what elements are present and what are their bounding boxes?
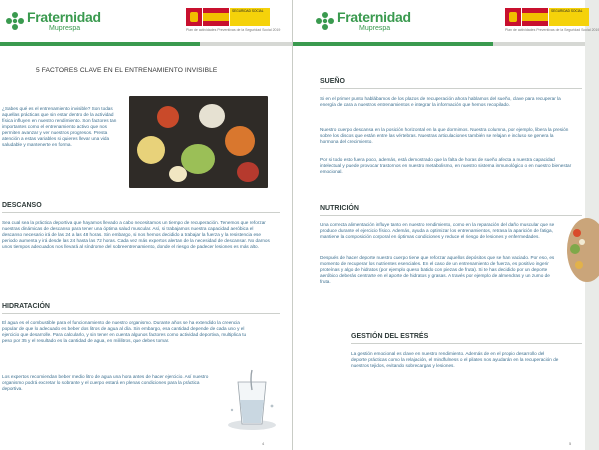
flag-icon (522, 8, 548, 26)
estres-text: La gestión emocional es clave en nuestro rendimiento. Además de en el propio desarrollo del deporte prácticas como la relajación, el mindfulness o el pilates nos ayudarán en la recuperación de nuestros tejidos, evitando sobrecargas y lesiones. (351, 351, 559, 368)
brand-name: Fraternidad (27, 9, 101, 25)
nutricion-heading: NUTRICIÓN (320, 205, 359, 212)
header-band-green (0, 42, 200, 46)
brand-mark-icon (5, 11, 25, 31)
water-glass-image (224, 370, 279, 432)
brand-logo (315, 9, 410, 35)
gov-logo (505, 8, 589, 26)
sueno-heading: SUEÑO (320, 78, 345, 85)
brand-sub: Muprespa (49, 25, 81, 32)
sueno-text-3: Por si todo esto fuera poco, además, está demostrado que la falta de horas de sueño afecta a nuestra capacidad intelectual y puede provocar trastornos en nuestro metabolismo, en nuestro sistema inmunológico o en nuestro bienestar emocional. (320, 157, 572, 174)
descanso-heading: DESCANSO (2, 202, 42, 209)
hidratacion-text-1: El agua es el combustible para el funcionamiento de nuestro organismo. Durante años se ha extendido la creencia popular de que lo adecuado es beber dos litros de agua al día. Sin embargo, esa cantidad depende de cada uno y el ejercicio que desarrolle. Para calcularlo, y sin tener en cuenta algunos factores como actividad deportiva, multiplica tu peso por 35 y el resultado es la cantidad de agua, en mililitros, que debes tomar. (2, 320, 247, 343)
brand-name: Fraternidad (337, 9, 411, 25)
divider (2, 313, 280, 314)
page-number: 4 (262, 441, 265, 446)
page-left (0, 0, 292, 450)
gov-box-text: SEGURIDAD SOCIAL (551, 9, 583, 13)
crest-icon (505, 8, 521, 26)
crest-icon (186, 8, 202, 26)
hidratacion-text-2: Los expertos recomiendan beber medio litro de agua una hora antes de hacer ejercicio. Así nuestro organismo podrá excretar lo sobrante y el cuerpo estará en plenas condiciones para la práctica deportiva. (2, 374, 209, 391)
sueno-text-2: Nuestro cuerpo descansa en la posición horizontal en la que dormimos. Nuestra columna, por ejemplo, libera la presión sobre los discos que están entre las vértebras. Nuestras articulaciones también se relajan e incluso se genera la hormona del crecimiento. (320, 127, 569, 144)
gov-logo (186, 8, 270, 26)
descanso-text: Sea cual sea la práctica deportiva que hayamos llevado a cabo necesitamos un tiempo de recuperación. Tenemos que reforzar nuestras dinámicas de descanso para tener una óptima salud muscular. Así, si trabajamos nuestra capacidad aeróbica el descanso necesario irá de las 24 a las 48 horas. Sin embargo, si nos hemos decidido a trabajar la fuerza y la resistencia ese periodo aumenta y irá desde las 24 hasta las 72 horas. Cada vez más expertos alertan de la necesidad de descansar. No darnos unos tiempos adecuados nos llevará al síndrome del sobreentrenamiento, donde el riesgo de padecer lesiones es más alto. (2, 220, 270, 249)
divider (320, 88, 582, 89)
page-number: 5 (569, 441, 572, 446)
page-title: 5 FACTORES CLAVE EN EL ENTRENAMIENTO INVISIBLE (36, 67, 218, 74)
food-photo (129, 96, 268, 188)
brand-sub: Muprespa (359, 25, 391, 32)
gov-box (230, 8, 270, 26)
page-right (293, 0, 599, 450)
header-caption: Plan de actividades Preventivas de la Seguridad Social 2019 (505, 28, 599, 32)
divider (351, 343, 582, 344)
page-header (293, 0, 599, 40)
sueno-text-1: Si en el primer punto hablábamos de los plazos de recuperación ahora hablamos del sueño, clave para recuperar la energía de cara a nuestros entrenamientos e integrar la información que hemos recopilado. (320, 96, 561, 107)
header-band-green (293, 42, 493, 46)
intro-text: ¿Sabes qué es el entrenamiento invisible? Son todas aquellas prácticas que sin estar dentro de la actividad física influyen en nuestro rendimiento. Son factores tan importantes como el entrenamiento activo que nos permiten avanzar y ver nuestros progresos. Presta atención a estas variables si quieres llevar una vida saludable y mantenerte en forma. (2, 106, 117, 147)
gov-box (549, 8, 589, 26)
brand-mark-icon (315, 11, 335, 31)
estres-heading: GESTIÓN DEL ESTRÉS (351, 333, 429, 340)
gov-box-text: SEGURIDAD SOCIAL (232, 9, 264, 13)
header-caption: Plan de actividades Preventivas de la Seguridad Social 2019 (186, 28, 281, 32)
page-header (0, 0, 292, 40)
brand-logo (5, 9, 100, 35)
nutricion-text-2: Después de hacer deporte nuestro cuerpo tiene que reforzar aquellos depósitos que se han vaciado. Por eso, es momento de recuperar los nutrientes esenciales. En el caso de un entrenamiento de fuerza, es positivo ingerir proteínas y algo de hidratos (por ejemplo queso batido con piezas de fruta). Si te has decidido por un deporte aeróbico deberás centrarte en el aporte de hidratos y grasas. A través por ejemplo de almendras y un zumo de fruta. (320, 255, 555, 284)
nutricion-text-1: Una correcta alimentación influye tanto en nuestro rendimiento, como en la reparación del daño muscular que se produce durante el ejercicio físico. Además, ayuda a optimizar los entrenamientos, retrasa la aparición de fatiga, mantiene la composición corporal en óptimas condiciones y reduce el riesgo de lesiones y enfermedades. (320, 222, 555, 239)
header-band-grey (493, 42, 585, 46)
flag-icon (203, 8, 229, 26)
salad-bowl-image (565, 215, 585, 285)
hidratacion-heading: HIDRATACIÓN (2, 303, 50, 310)
divider (2, 212, 280, 213)
header-band-grey (200, 42, 292, 46)
divider (320, 215, 582, 216)
